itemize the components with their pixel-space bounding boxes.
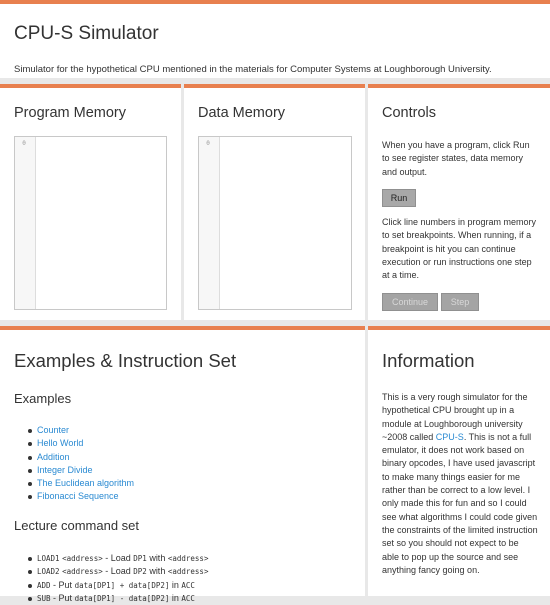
command-op: LOAD1 <box>37 554 60 563</box>
command-arg: <address> <box>62 567 103 577</box>
command-item <box>28 592 208 605</box>
data-memory-gutter[interactable] <box>199 137 220 309</box>
program-line-number[interactable]: 0 <box>22 140 26 147</box>
information-panel <box>368 326 550 596</box>
command-sep: - Put <box>50 592 75 603</box>
command-tail: ACC <box>181 593 195 603</box>
example-link-counter[interactable]: Counter <box>28 424 134 437</box>
data-memory-title: Data Memory <box>198 105 286 121</box>
command-mid: in <box>169 592 182 603</box>
program-memory-gutter[interactable] <box>15 137 36 309</box>
examples-heading: Examples <box>14 391 72 406</box>
command-mid: with <box>146 566 168 577</box>
program-memory-title: Program Memory <box>14 105 126 121</box>
information-title: Information <box>382 350 475 371</box>
command-mid: in <box>169 579 182 590</box>
header-panel <box>0 0 550 78</box>
command-mid: with <box>146 553 168 563</box>
example-link-addition[interactable]: Addition <box>28 451 134 464</box>
page-description: Simulator for the hypothetical CPU mentioned in the materials for Computer Systems at Loughborough University. <box>14 64 492 75</box>
command-reg: DP2 <box>133 567 147 577</box>
command-list <box>28 552 208 605</box>
data-line-number[interactable]: 0 <box>206 140 210 147</box>
example-link-euclidean[interactable]: The Euclidean algorithm <box>28 477 134 490</box>
info-text-part: . This is not a full emulator, it does not work based on binary opcodes, I have used javascript to make many things easier for me rather than be correct to a low level. I only made this for fun and so I could see what algorithms I could code given the constraints of the limited instruction set so you should not expect to be able to pop up the source and see anything fancy going on. <box>382 431 538 575</box>
example-link-integer-divide[interactable]: Integer Divide <box>28 464 134 477</box>
step-button[interactable]: Step <box>441 293 479 311</box>
command-sep: - Load <box>102 553 134 563</box>
command-op: LOAD2 <box>37 567 60 577</box>
command-item <box>28 552 208 565</box>
run-button[interactable]: Run <box>382 189 416 207</box>
continue-button[interactable]: Continue <box>382 293 438 311</box>
cpu-s-link[interactable]: CPU-S <box>435 431 464 442</box>
command-op: SUB <box>37 593 51 603</box>
examples-panel <box>0 326 365 603</box>
info-text-part: This is a very rough simulator for the hypothetical CPU brought up in a module at Loughborough university ~2008 called <box>382 392 528 442</box>
page-title: CPU-S Simulator <box>14 23 159 44</box>
examples-list <box>28 424 134 504</box>
controls-intro-text: When you have a program, click Run to see register states, data memory and output. <box>382 140 530 177</box>
command-sep: - Load <box>102 566 134 577</box>
command-tail: <address> <box>167 567 209 577</box>
command-tail: ACC <box>181 580 195 590</box>
data-memory-editor[interactable] <box>198 136 352 310</box>
command-item <box>28 565 208 578</box>
program-memory-panel <box>0 84 181 320</box>
command-arg: <address> <box>62 554 103 563</box>
data-memory-panel <box>184 84 365 320</box>
program-memory-editor[interactable] <box>14 136 167 310</box>
command-reg: data[DP1] - data[DP2] <box>74 593 170 603</box>
command-op: ADD <box>37 580 51 590</box>
examples-section-title: Examples & Instruction Set <box>14 350 237 371</box>
controls-panel <box>368 84 550 320</box>
lecture-command-heading: Lecture command set <box>14 518 140 533</box>
command-sep: - Put <box>50 579 75 590</box>
command-reg: DP1 <box>133 554 147 563</box>
command-item <box>28 579 208 592</box>
example-link-hello-world[interactable]: Hello World <box>28 437 134 450</box>
breakpoint-help-text: Click line numbers in program memory to set breakpoints. When running, if a breakpoint is hit you can continue execution or run instructions one step at a time. <box>382 217 537 281</box>
command-reg: data[DP1] + data[DP2] <box>74 580 170 590</box>
command-tail: <address> <box>167 554 209 563</box>
information-text <box>382 391 538 577</box>
example-link-fibonacci[interactable]: Fibonacci Sequence <box>28 490 134 503</box>
controls-title: Controls <box>382 105 436 121</box>
